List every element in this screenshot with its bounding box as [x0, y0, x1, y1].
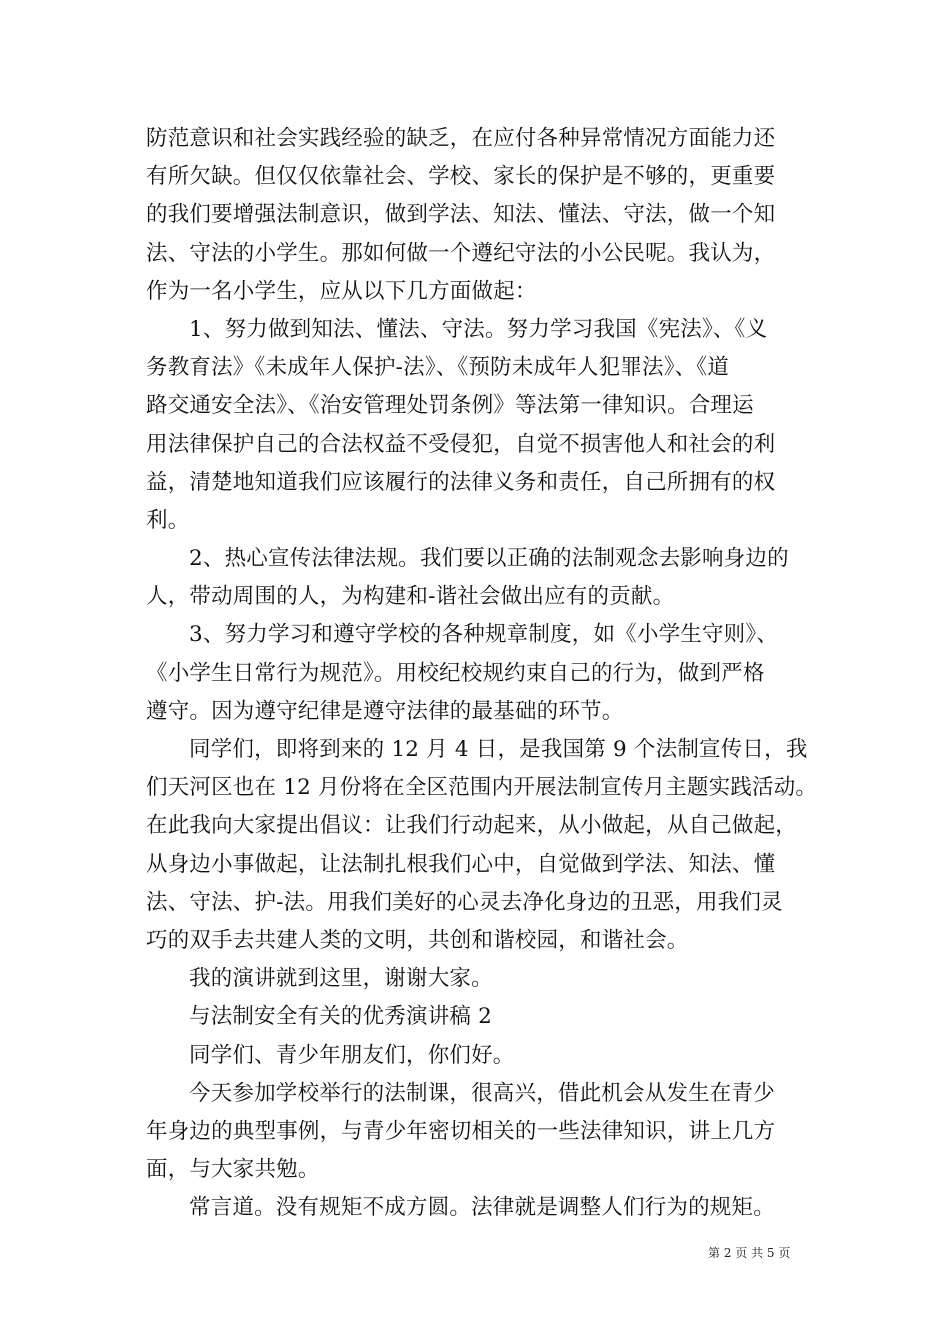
text-line: 防范意识和社会实践经验的缺乏，在应付各种异常情况方面能力还	[146, 126, 776, 151]
document-body	[146, 120, 816, 1227]
text-line: 法、守法的小学生。那如何做一个遵纪守法的小公民呢。我认为，	[146, 240, 776, 266]
text-line: 遵守。因为遵守纪律是遵守法律的最基础的环节。	[146, 698, 624, 724]
text-line: 年身边的典型事例，与青少年密切相关的一些法律知识，讲上几方	[146, 1118, 776, 1144]
text-line: 在此我向大家提出倡议：让我们行动起来，从小做起，从自己做起，	[146, 813, 798, 839]
text-line: 益，清楚地知道我们应该履行的法律义务和责任，自己所拥有的权	[146, 469, 776, 495]
text-line: 今天参加学校举行的法制课，很高兴，借此机会从发生在青少	[189, 1080, 775, 1106]
text-line: 面，与大家共勉。	[146, 1157, 320, 1183]
text-line: 利。	[146, 507, 190, 533]
text-line: 从身边小事做起，让法制扎根我们心中，自觉做到学法、知法、懂	[146, 851, 776, 877]
text-line: 3、努力学习和遵守学校的各种规章制度，如《小学生守则》、	[189, 622, 779, 648]
text-line: 2、热心宣传法律法规。我们要以正确的法制观念去影响身边的	[189, 546, 789, 572]
text-line: 法、守法、护-法。用我们美好的心灵去净化身边的丑恶，用我们灵	[146, 889, 783, 915]
text-line: 巧的双手去共建人类的文明，共创和谐校园，和谐社会。	[146, 927, 689, 953]
text-line: 人，带动周围的人，为构建和-谐社会做出应有的贡献。	[146, 584, 675, 610]
text-line: 路交通安全法》、《治安管理处罚条例》等法第一律知识。合理运	[146, 393, 754, 419]
text-line: 同学们、青少年朋友们，你们好。	[189, 1042, 515, 1068]
text-line: 们天河区也在 12 月份将在全区范围内开展法制宣传月主题实践活动。	[146, 775, 818, 801]
text-line: 有所欠缺。但仅仅依靠社会、学校、家长的保护是不够的，更重要	[146, 164, 776, 190]
page-footer: 第 2 页 共 5 页	[708, 1246, 791, 1260]
text-line: 作为一名小学生，应从以下几方面做起：	[146, 278, 537, 304]
text-line: 我的演讲就到这里，谢谢大家。	[189, 966, 493, 992]
text-line: 用法律保护自己的合法权益不受侵犯，自觉不损害他人和社会的利	[146, 431, 776, 457]
text-line: 《小学生日常行为规范》。用校纪校规约束自己的行为，做到严格	[146, 660, 765, 686]
text-line: 常言道。没有规矩不成方圆。法律就是调整人们行为的规矩。	[189, 1195, 775, 1221]
text-line: 与法制安全有关的优秀演讲稿 2	[189, 1004, 493, 1030]
text-line: 同学们，即将到来的 12 月 4 日，是我国第 9 个法制宣传日，我	[189, 737, 808, 762]
text-line: 的我们要增强法制意识，做到学法、知法、懂法、守法，做一个知	[146, 202, 776, 228]
text-line: 务教育法》《未成年人保护-法》、《预防未成年人犯罪法》、《道	[146, 355, 730, 381]
text-line: 1、努力做到知法、懂法、守法。努力学习我国《宪法》、《义	[189, 316, 768, 342]
